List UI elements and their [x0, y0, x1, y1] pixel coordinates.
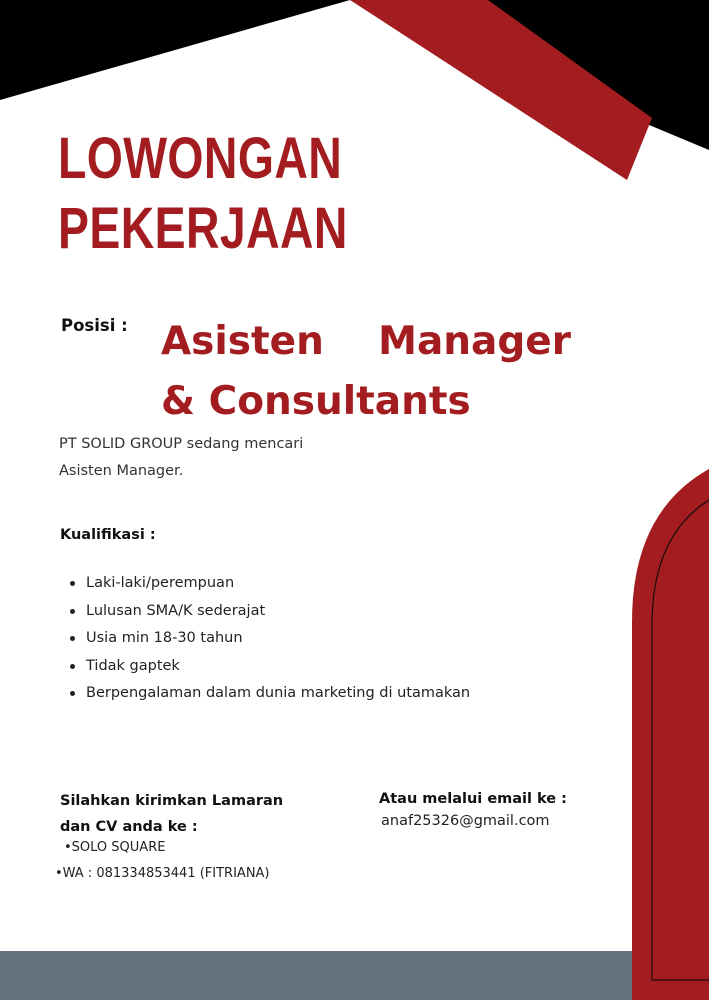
- email-label: Atau melalui email ke :: [379, 791, 567, 807]
- intro-line-2: Asisten Manager.: [59, 463, 184, 479]
- list-item: [70, 680, 470, 708]
- qualification-text: Tidak gaptek: [86, 657, 180, 674]
- position-title-line-2: & Consultants: [161, 379, 471, 424]
- list-item: [70, 625, 470, 653]
- bullet-icon: [70, 581, 75, 586]
- email-address[interactable]: anaf25326@gmail.com: [381, 813, 550, 829]
- list-item: [70, 653, 470, 681]
- apply-instructions: [60, 788, 283, 840]
- apply-line-2: dan CV anda ke :: [60, 819, 198, 835]
- headline-line-1: LOWONGAN: [58, 126, 343, 191]
- position-label: Posisi :: [61, 316, 128, 335]
- intro-text: [59, 431, 303, 485]
- position-title-line-1: Asisten Manager: [161, 319, 571, 364]
- apply-line-1: Silahkan kirimkan Lamaran: [60, 793, 284, 809]
- list-item: [70, 598, 470, 626]
- qualification-text: Lulusan SMA/K sederajat: [86, 602, 266, 619]
- list-item: [70, 570, 470, 598]
- qualification-text: Berpengalaman dalam dunia marketing di utamakan: [86, 685, 471, 701]
- bullet-icon: [70, 691, 75, 696]
- bullet-icon: [70, 664, 75, 669]
- address-whatsapp: •WA : 081334853441 (FITRIANA): [55, 866, 270, 881]
- intro-line-1: PT SOLID GROUP sedang mencari: [59, 436, 304, 452]
- qualification-text: Laki-laki/perempuan: [86, 575, 235, 591]
- headline-line-2: PEKERJAAN: [58, 196, 348, 261]
- bullet-icon: [70, 609, 75, 614]
- position-title: [161, 312, 571, 432]
- qualifications-label: Kualifikasi :: [60, 527, 156, 543]
- bullet-icon: [70, 636, 75, 641]
- qualification-text: Usia min 18-30 tahun: [86, 630, 243, 646]
- qualifications-list: [70, 570, 470, 708]
- headline: [58, 124, 348, 264]
- address-solo-square: •SOLO SQUARE: [64, 840, 166, 855]
